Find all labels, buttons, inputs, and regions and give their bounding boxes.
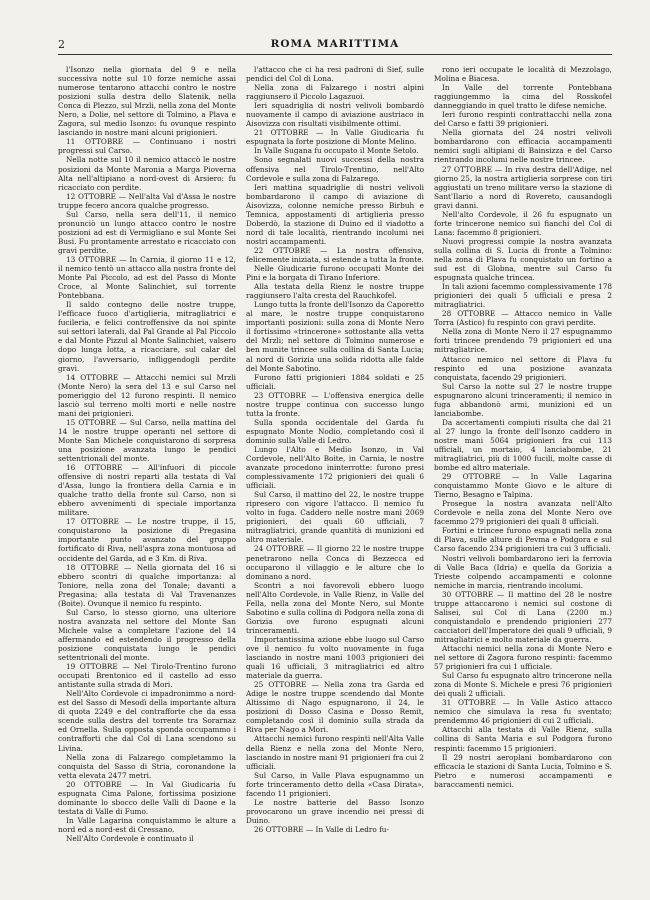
paragraph: In Valle del torrente Pontebbana raggiungemmo la cima del Rosskofel danneggiando in quel tratto le difese nemiche. [434, 83, 612, 111]
paragraph: Fortini e trincee furono espugnati nella zona di Plava, sulle alture di Pevma e Podgora e sul Carso facendo 234 prigionieri tra cui 3 ufficiali. [434, 526, 612, 554]
paragraph: Sulla sponda occidentale del Garda fu espugnato Monte Nodio, completando così il dominio sulla Valle di Ledro. [246, 417, 424, 445]
paragraph: Nella zona di Falzarego completammo la conquista del Sasso di Stria, coronandone la vetta elevata 2477 metri. [58, 752, 236, 780]
paragraph: 18 OTTOBRE — Nella giornata del 16 si ebbero scontri di qualche importanza: al Toniore, nella zona del Tonale; davanti a Pregasina; alla testata di Val Travenanzes (Boite). Ovunque il nemico fu respinto. [58, 562, 236, 608]
publication-title: ROMA MARITTIMA [270, 38, 400, 50]
paragraph: Alla testata della Rienz le nostre truppe raggiunsero l'alta cresta del Rauchkofel. [246, 282, 424, 301]
paragraph: 31 OTTOBRE — In Valle Astico attacco nemico che simulava la resa fu sventato; prendemmo 46 prigionieri di cui 2 ufficiali. [434, 698, 612, 726]
paragraph: Lungo l'Alto e Medio Isonzo, in Val Cordevole, nell'Alto Boite, in Carnia, le nostre avanzate procedono ininterrotte: furono presi complessivamente 172 prigionieri dei quali 6 ufficiali. [246, 444, 424, 491]
paragraph: Furono fatti prigionieri 1884 soldati e 25 ufficiali. [246, 372, 424, 391]
paragraph: 23 OTTOBRE — L'offensiva energica delle nostre truppe continua con successo lungo tutta la fronte. [246, 390, 424, 418]
paragraph: Le nostre batterie del Basso Isonzo provocarono un grave incendio nei pressi di Duino. [246, 797, 424, 825]
paragraph: Prosegue la nostra avanzata nell'Alto Cordevole e nella zona del Monte Nero ove facemmo 279 prigionieri dei quali 8 ufficiali. [434, 499, 612, 527]
text-column-right [434, 65, 612, 885]
paragraph: rono ieri occupate le località di Mezzolago, Molina e Biacesa. [434, 65, 612, 84]
paragraph: In tali azioni facemmo complessivamente 178 prigionieri dei quali 5 ufficiali e presa 2 mitragliatrici. [434, 282, 612, 310]
paragraph: 11 OTTOBRE — Continuano i nostri progressi sul Carso. [58, 137, 236, 156]
paragraph: 19 OTTOBRE — Nel Tirolo-Trentino furono occupati Brentonico ed il castello ad esso antistante sulla strada di Mori. [58, 662, 236, 690]
running-header [58, 36, 612, 55]
paragraph: Attacco nemico nel settore di Plava fu respinto ed una posizione avanzata conquistata, facendo 29 prigionieri. [434, 354, 612, 382]
paragraph: Sul Carso, il mattino del 22, le nostre truppe ripresero con vigore l'attacco. Il nemico fu volto in fuga. Caddero nelle nostre mani 2069 prigionieri, dei quali 60 ufficiali, 7 mitragliatrici, grande quantità di munizioni ed altro materiale. [246, 490, 424, 545]
paragraph: Attacchi nemici nella zona di Monte Nero e nel settore di Zagora furono respinti: facemmo 57 prigionieri fra cui 1 ufficiale. [434, 644, 612, 672]
paragraph: In Valle Lagarina conquistammo le alture a nord ed a nord-est di Cressano. [58, 815, 236, 834]
paragraph: Nelle Giudicarie furono occupati Monte dei Pini e la borgata di Tirano Inferiore. [246, 264, 424, 283]
text-column-middle [246, 65, 424, 885]
paragraph: Ieri furono respinti contrattacchi nella zona del Carso e fatti 39 prigionieri. [434, 110, 612, 129]
paragraph: 29 OTTOBRE — In Valle Lagarina conquistammo Monte Giovo e le alture di Tierno, Besagno e Talpina. [434, 472, 612, 500]
paragraph: Il 29 nostri aeroplani bombardarono con efficacia le stazioni di Santa Lucia, Tolmino e S. Pietro e numerosi accampamenti e baraccamenti nemici. [434, 752, 612, 789]
paragraph: Nella zona di Monte Nero il 27 espugnammo forti trincee prendendo 79 prigionieri ed una mitragliatrice. [434, 327, 612, 355]
paragraph: Sul Carso fu espugnato altro trincerone nella zona di Monte S. Michele e presi 76 prigionieri dei quali 2 ufficiali. [434, 671, 612, 699]
paragraph: Nell'alto Cordevole, il 26 fu espugnato un forte trincerone nemico sui fianchi del Col di Lana: facemmo 8 prigionieri. [434, 209, 612, 237]
paragraph: 16 OTTOBRE — All'infuori di piccole offensive di nostri reparti alla testata di Val d'Assa, lungo la frontiera della Carnia e in qualche tratto della fronte sul Carso, non si ebbero avvenimenti di speciale importanza militare. [58, 463, 236, 518]
paragraph: 15 OTTOBRE — Sul Carso, nella mattina del 14 le nostre truppe operanti nel settore di Monte San Michele conquistarono di sorpresa una posizione avanzata lungo le pendici settentrionali del monte. [58, 417, 236, 464]
paragraph: 17 OTTOBRE — Le nostre truppe, il 15, conquistarono la posizione di Pregasina importante punto avanzato del gruppo fortificato di Riva, nell'aspra zona montuosa ad occidente del Garda, ad e 3 Km. di Riva. [58, 517, 236, 563]
paragraph: 26 OTTOBRE — In Valle di Ledro fu- [254, 824, 389, 834]
paragraph: Scontri a noi favorevoli ebbero luogo nell'Alto Cordevole, in Valle Rienz, in Valle del Fella, nella zona del Monte Nero, sul Monte Sabotino e sulla collina di Podgora nella zona di Gorizia ove furono espugnati alcuni trinceramenti. [246, 580, 424, 635]
paragraph: Attacchi alla testata di Valle Rienz, sulla collina di Santa Maria e sul Podgora furono respinti: facemmo 15 prigionieri. [434, 725, 612, 753]
paragraph: Nell'Alto Cordevole è continuato il [66, 833, 194, 843]
paragraph: Lungo tutta la fronte dell'Isonzo da Caporetto al mare, le nostre truppe conquistarono importanti posizioni: sulla zona di Monte Nero il fortissimo «trincerone» sottostante alla vetta del Mrzli; nel settore di Tolmino numerose e ben munite trincee sulla collina di Santa Lucia; al nord di Gorizia una solida ridotta alle falde del Monte Sabotino. [246, 300, 424, 373]
paragraph: Ieri mattina squadriglie di nostri velivoli bombardarono il campo di aviazione di Aisovizza, colonne nemiche presso Birbuh e Temnica, appostamenti di artiglieria presso Doberdò, la stazione di Duino ed il viadotto a nord di tale località, rientrando incolumi nei nostri accampamenti. [246, 182, 424, 246]
paragraph: In Valle Sugana fu occupato il Monte Setolo. [254, 146, 419, 156]
paragraph: 22 OTTOBRE — La nostra offensiva, felicemente iniziata, si estende a tutta la fronte. [246, 245, 424, 264]
paragraph: 21 OTTOBRE — In Valle Giudicaria fu espugnata la forte posizione di Monte Melino. [246, 128, 424, 147]
paragraph: l'Isonzo nella giornata del 9 e nella successiva notte sul 10 forze nemiche assai numerose tentarono attacchi contro le nostre posizioni sulla destra dello Slatenik, nella Conca di Plezzo, sul Mrzli, nella zona del Monte Nero, a Dolie, nel settore di Tolmino, a Plava e Zagora, sul medio Isonzo: fu ovunque respinto lasciando in nostre mani alcuni prigionieri. [58, 65, 236, 138]
paragraph: Importantissima azione ebbe luogo sul Carso ove il nemico fu volto nuovamente in fuga lasciando in nostre mani 1003 prigionieri dei quali 16 ufficiali, 3 mitragliatrici ed altro materiale da guerra. [246, 634, 424, 681]
paragraph: Ieri squadriglia di nostri velivoli bombardò nuovamente il campo di aviazione austriaco in Aisovizza con risultati visibilmente ottimi. [246, 101, 424, 129]
paragraph: Sul Carso la notte sul 27 le nostre truppe espugnarono alcuni trinceramenti; il nemico in fuga abbandonò armi, munizioni ed un lanciabombe. [434, 381, 612, 418]
paragraph: Nella zona di Falzarego i nostri alpini raggiunsero il Piccolo Lagazuoi. [246, 83, 424, 102]
paragraph: 27 OTTOBRE — In riva destra dell'Adige, nel giorno 25, la nostra artiglieria sorprese con tiri aggiustati un treno militare verso la stazione di Sant'Ilario a nord di Rovereto, causandogli gravi danni. [434, 164, 612, 210]
paragraph: Sono segnalati nuovi successi della nostra offensiva nel Tirolo-Trentino, nell'Alto Cordevole e sulla zona di Falzarego. [246, 155, 424, 183]
paragraph: Nuovi progressi compie la nostra avanzata sulla collina di S. Lucia di fronte a Tolmino: nella zona di Plava fu conquistato un fortino a sud est di Globna, mentre sul Carso fu espugnata qualche trincea. [434, 236, 612, 283]
paragraph: Nella notte sul 10 il nemico attaccò le nostre posizioni da Monte Maronia a Marga Pioverna Alta nell'altipiano a nord-ovest di Arsiero: fu ricacciato con perdite. [58, 155, 236, 192]
paragraph: Il saldo contegno delle nostre truppe, l'efficace fuoco d'artiglieria, mitragliatrici e fucileria, e felici controffensive da noi spinte sui settori laterali, dal Pal Grande al Pal Piccolo e dal Monte Pizzul al Monte Salinchiet, valsero dopo lunga lotta, a ricacciare, sul calar del giorno, l'avversario, infliggendogli perdite gravi. [58, 300, 236, 373]
paragraph: 24 OTTOBRE — Il giorno 22 le nostre truppe penetrarono nella Conca di Bezzecca ed occuparono il villaggio e le alture che lo dominano a nord. [246, 544, 424, 581]
paragraph: 12 OTTOBRE — Nell'alta Val d'Assa le nostre truppe fecero ancora qualche progresso. [58, 191, 236, 210]
paragraph: 20 OTTOBRE — In Val Giudicaria fu espugnata Cima Palone, fortissima posizione dominante lo sbocco delle Valli di Daone e la testata di Valle di Fumo. [58, 779, 236, 816]
paragraph: 14 OTTOBRE — Attacchi nemici sul Mrzli (Monte Nero) la sera del 13 e sul Carso nel pomeriggio del 12 furono respinti. Il nemico lasciò sul terreno molti morti e nelle nostre mani dei prigionieri. [58, 372, 236, 418]
paragraph: Da accertamenti compiuti risulta che dal 21 al 27 lungo la fronte dell'Isonzo caddero in nostre mani 5064 prigionieri fra cui 113 ufficiali, un mortaio, 4 lanciabombe, 21 mitragliatrici, più di 1000 fucili, molte casse di bombe ed altro materiale. [434, 417, 612, 473]
paragraph: Sul Carso, nella sera dell'11, il nemico pronunciò un lungo attacco contro le nostre posizioni ad est di Vermigliano e sul Monte Sei Busi. Fu prontamente arrestato e ricacciato con gravi perdite. [58, 209, 236, 255]
paragraph: Nell'Alto Cordevole ci impadronimmo a nord-est del Sasso di Mesodì della importante altura di quota 2249 e del contrafforte che da essa scende sulla destra del torrente tra Sorarnaz ed Ornella. Sulla opposta sponda occupammo i contrafforti che dal Col di Lana scendono su Livina. [58, 689, 236, 753]
article-columns [58, 65, 612, 885]
paragraph: 25 OTTOBRE — Nella zona tra Garda ed Adige le nostre truppe scendendo dal Monte Altissimo di Nago espugnarono, il 24, le posizioni di Dosso Casina e Dosso Remit, completando così il dominio sulla strada da Riva per Nago a Mori. [246, 680, 424, 735]
paragraph: 13 OTTOBRE — In Carnia, il giorno 11 e 12, il nemico tentò un attacco alla nostra fronte del Monte Pal Piccolo, ad est del Passo di Monte Croce, al Monte Salinchiet, sul torrente Pontebbana. [58, 254, 236, 301]
paragraph: Nella giornata del 24 nostri velivoli bombardarono con efficacia accampamenti nemici sugli altipiani di Bainsizza e del Carso rientrando incolumi nelle nostre trincee. [434, 128, 612, 165]
paragraph: Sul Carso, lo stesso giorno, una ulteriore nostra avanzata nel settore del Monte San Michele valse a completare l'azione del 14 affermando ed estendendo il progresso della posizione conquistata lungo le pendici settentrionali del monte. [58, 607, 236, 663]
paragraph: Sul Carso, in Valle Plava espugnammo un forte trinceramento detto della «Casa Dirata», facendo 11 prigionieri. [246, 770, 424, 798]
paragraph: l'attacco che ci ha resi padroni di Sief, sulle pendici del Col di Lona. [246, 65, 424, 84]
paragraph: Nostri velivoli bombardarono ieri la ferrovia di Valle Baca (Idria) e quella da Gorizia a Trieste colpendo accampamenti e colonne nemiche in marcia, rientrando incolumi. [434, 553, 612, 590]
paragraph: Attacchi nemici furono respinti nell'Alta Valle della Rienz e nella zona del Monte Nero, lasciando in nostre mani 91 prigionieri fra cui 2 ufficiali. [246, 734, 424, 771]
paragraph: 30 OTTOBRE — Il mattino del 28 le nostre truppe attaccarono i nemici sul costone di Salisei, sul Col di Lana (2200 m.) conquistandolo e prendendo prigionieri 277 cacciatori dell'Imperatore dei quali 9 ufficiali, 9 mitragliatrici e molto materiale da guerra. [434, 589, 612, 644]
text-column-left [58, 65, 236, 885]
page-number: 2 [58, 38, 65, 51]
paragraph: 28 OTTOBRE — Attacco nemico in Valle Torra (Astico) fu respinto con gravi perdite. [434, 309, 612, 328]
